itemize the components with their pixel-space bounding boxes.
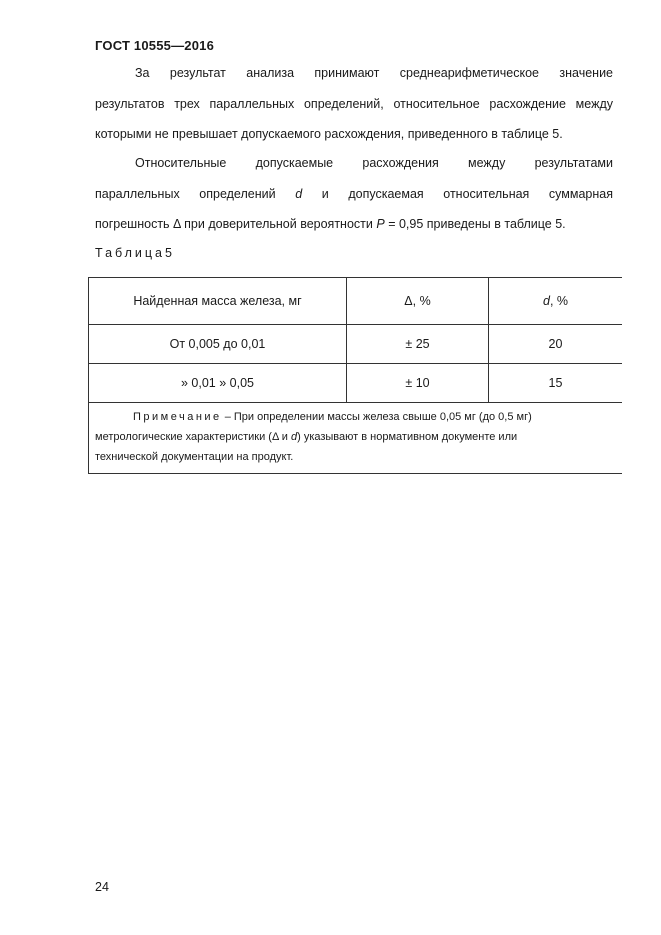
cell-d: 20 (489, 325, 623, 364)
paragraph-line: За результат анализа принимают среднеарифметическое значение (135, 66, 613, 80)
header-delta: Δ, % (347, 278, 489, 325)
document-header: ГОСТ 10555—2016 (95, 38, 214, 53)
note-label: Примечание (133, 411, 222, 423)
table-row (89, 364, 622, 403)
variable-p: P (376, 217, 385, 231)
table-caption: Таблица5 (95, 246, 175, 260)
cell-d: 15 (548, 376, 563, 390)
cell-delta: ± 10 (347, 364, 489, 403)
header-d: d, % (489, 278, 623, 325)
paragraph-result (95, 58, 613, 150)
table-row (89, 325, 622, 364)
variable-d: d (295, 186, 303, 201)
paragraph-line: параллельных определений d и допускаемая относительная суммарная (95, 186, 613, 201)
paragraph-line: погрешность Δ при доверительной вероятности P = 0,95 приведены в таблице 5. (95, 217, 566, 231)
page-number: 24 (95, 880, 109, 894)
table-note: Примечание – При определении массы железа свыше 0,05 мг (до 0,5 мг) метрологические характеристики (Δ и d) указывают в нормативном документе или технической документации на продукт. (89, 402, 622, 473)
header-mass: Найденная масса железа, мг (89, 278, 347, 325)
cell-mass: » 0,01 » 0,05 (89, 364, 347, 403)
paragraph-tolerances (95, 148, 613, 240)
cell-delta: ± 25 (347, 325, 489, 364)
paragraph-line: которыми не превышает допускаемого расхождения, приведенного в таблице 5. (95, 127, 563, 141)
data-table (88, 277, 622, 474)
cell-mass: От 0,005 до 0,01 (89, 325, 347, 364)
paragraph-line: Относительные допускаемые расхождения между результатами (135, 156, 613, 170)
paragraph-line: результатов трех параллельных определений, относительное расхождение между (95, 96, 613, 111)
table-header-row (89, 278, 622, 325)
